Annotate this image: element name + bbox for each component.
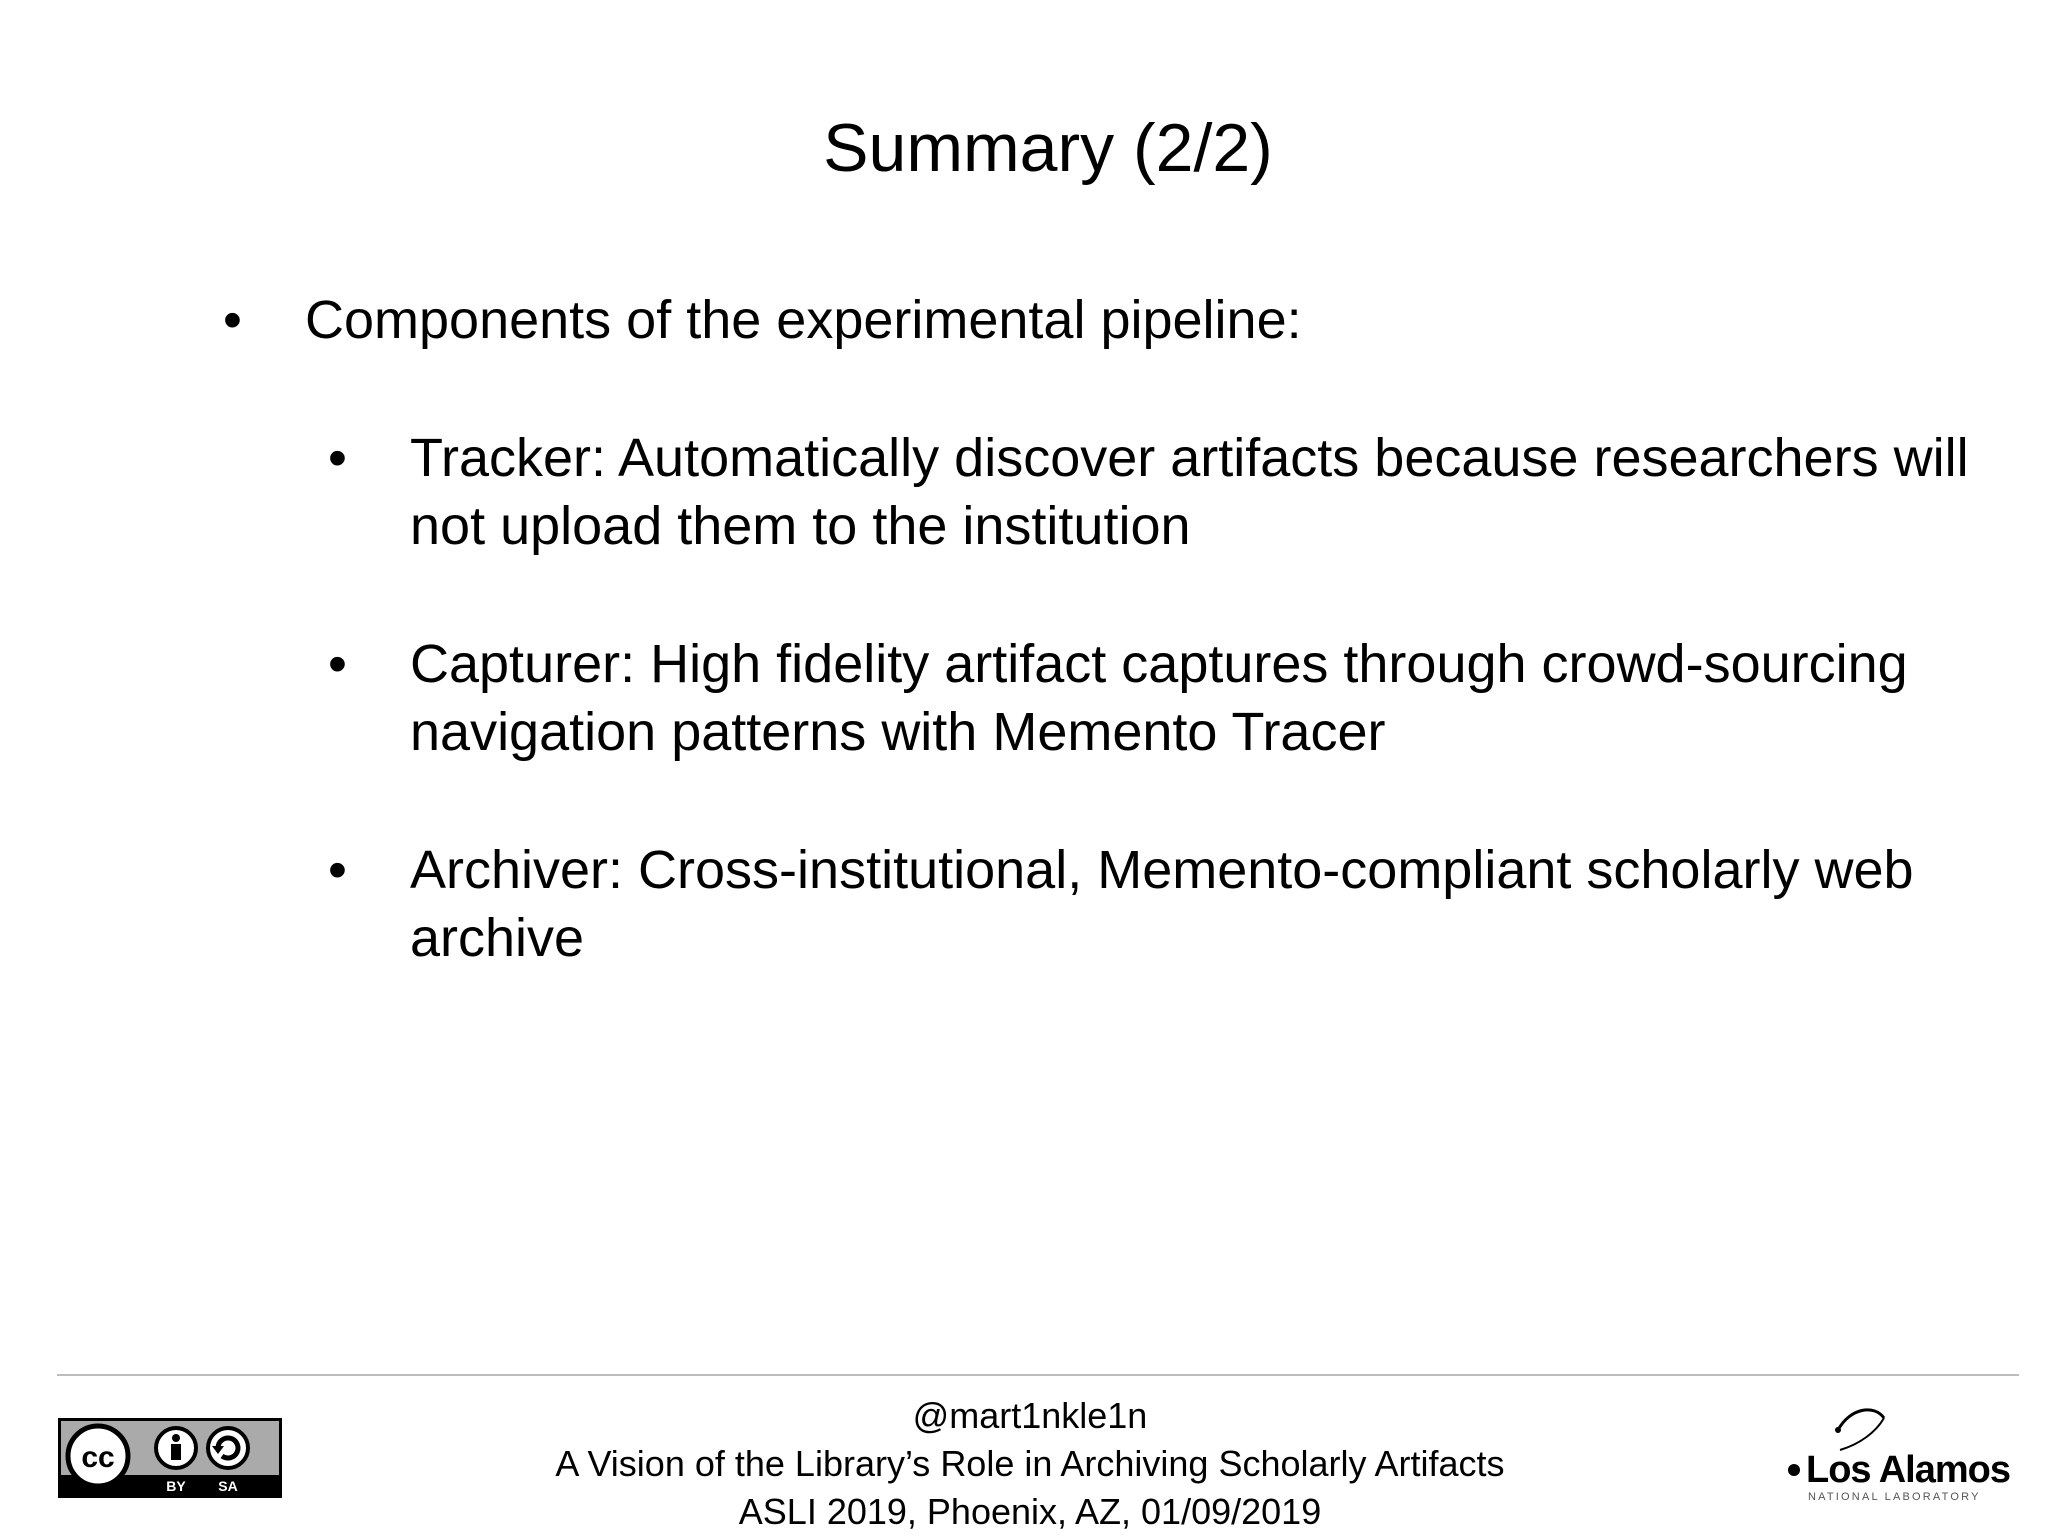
sub-bullet-text: Archiver: Cross-institutional, Memento-compliant scholarly web archive bbox=[410, 840, 1914, 968]
cc-letters: cc bbox=[81, 1441, 115, 1474]
footer-divider bbox=[57, 1374, 2019, 1376]
slide-title: Summary (2/2) bbox=[823, 110, 1273, 186]
footer-venue: ASLI 2019, Phoenix, AZ, 01/09/2019 bbox=[738, 1491, 1322, 1532]
footer-handle: @mart1nkle1n bbox=[912, 1395, 1148, 1436]
sub-bullet-text: Tracker: Automatically discover artifacts because researchers will not upload them to the institution bbox=[410, 428, 1969, 556]
bullet-marker: • bbox=[328, 428, 347, 488]
logo-subtitle: NATIONAL LABORATORY bbox=[1808, 1491, 1981, 1503]
cc-by-label: BY bbox=[166, 1478, 186, 1494]
logo-name: Los Alamos bbox=[1806, 1449, 2010, 1491]
sub-bullet-text: Capturer: High fidelity artifact captures through crowd-sourcing navigation patterns with Memento Tracer bbox=[410, 634, 1908, 762]
bullet-marker: • bbox=[328, 840, 347, 900]
bullet-marker: • bbox=[223, 290, 242, 350]
footer-talk-title: A Vision of the Library’s Role in Archiving Scholarly Artifacts bbox=[555, 1443, 1505, 1484]
cc-by-sa-badge-icon bbox=[58, 1418, 282, 1498]
bullet-marker: • bbox=[328, 634, 347, 694]
los-alamos-logo-icon bbox=[1778, 1404, 2018, 1504]
main-bullet-text: Components of the experimental pipeline: bbox=[305, 290, 1302, 350]
cc-sa-label: SA bbox=[218, 1478, 238, 1494]
